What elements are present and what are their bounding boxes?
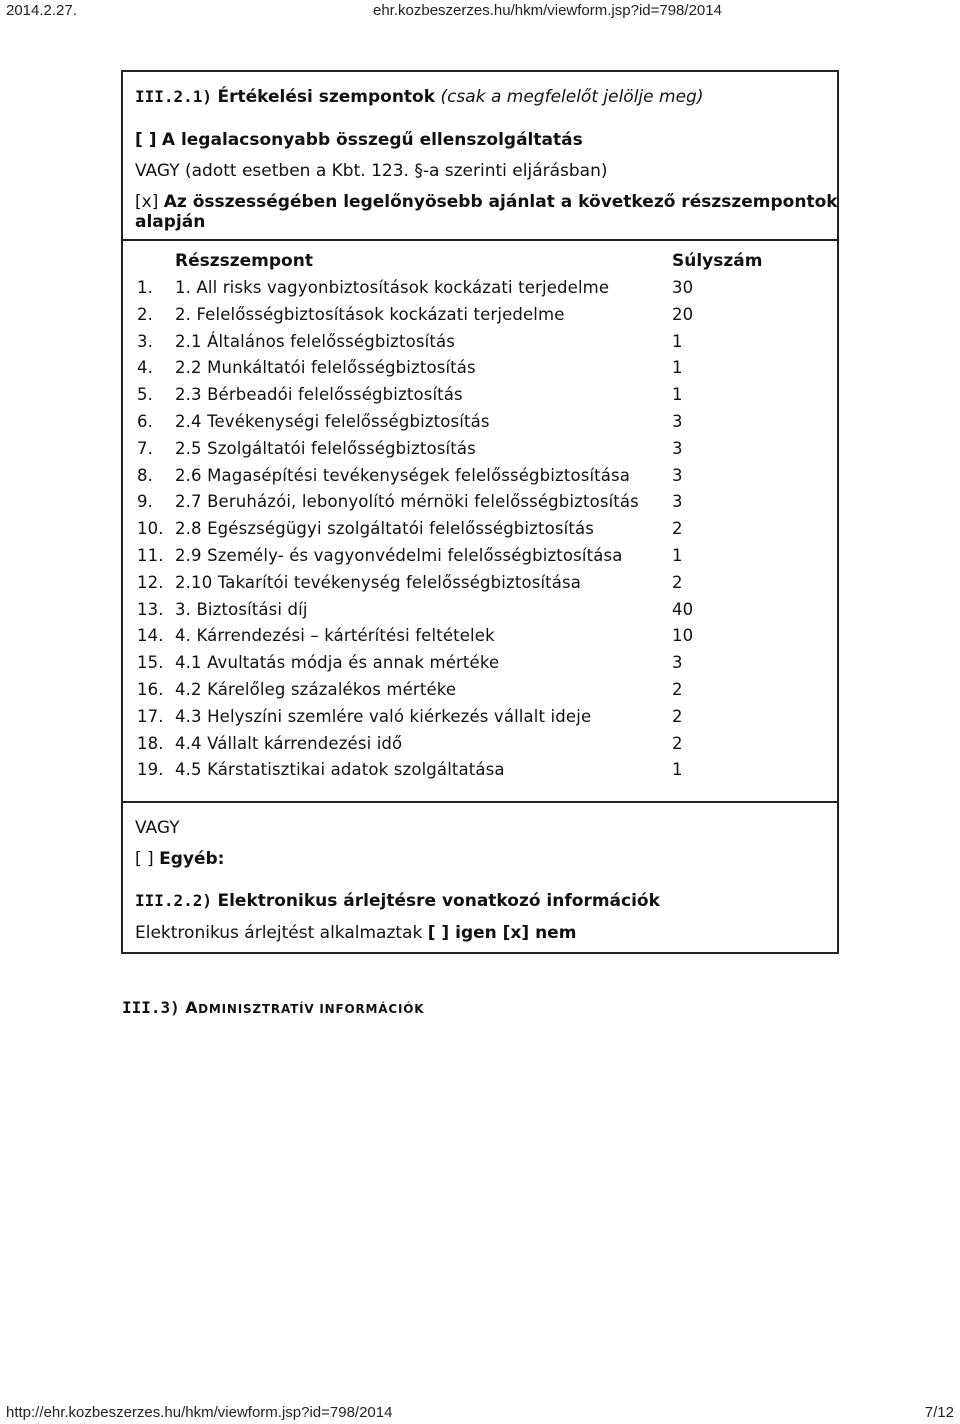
criteria-row-text: 4.2 Kárelőleg százalékos mértéke bbox=[175, 680, 457, 699]
criteria-row-weight: 2 bbox=[672, 519, 683, 538]
criteria-row-weight: 3 bbox=[672, 492, 683, 511]
criteria-row-weight: 3 bbox=[672, 439, 683, 458]
criteria-row-text: 2.5 Szolgáltatói felelősségbiztosítás bbox=[175, 439, 476, 458]
section-3-2-2-heading bbox=[135, 891, 660, 911]
print-date: 2014.2.27. bbox=[6, 2, 77, 19]
section-title-cap: A bbox=[185, 998, 199, 1017]
section-number: III.3) bbox=[122, 998, 180, 1017]
section-number: III.2.1) bbox=[135, 87, 213, 106]
criteria-row-text: 3. Biztosítási díj bbox=[175, 600, 308, 619]
criteria-row-weight: 2 bbox=[672, 573, 683, 592]
option-best-value bbox=[135, 192, 838, 212]
print-url-header: ehr.kozbeszerzes.hu/hkm/viewform.jsp?id=798/2014 bbox=[373, 2, 722, 19]
criteria-row-text: 2.2 Munkáltatói felelősségbiztosítás bbox=[175, 358, 476, 377]
criteria-table bbox=[121, 240, 839, 802]
other-option bbox=[135, 849, 224, 869]
criteria-row-number: 9. bbox=[137, 492, 154, 511]
option-lowest-price bbox=[135, 130, 583, 150]
criteria-row-text: 4. Kárrendezési – kártérítési feltételek bbox=[175, 626, 495, 645]
section-3-3-heading bbox=[122, 998, 424, 1019]
criteria-row-weight: 3 bbox=[672, 466, 683, 485]
other-option-label: Egyéb: bbox=[159, 849, 225, 869]
criteria-row-weight: 3 bbox=[672, 653, 683, 672]
criteria-row-number: 14. bbox=[137, 626, 164, 645]
criteria-row-weight: 3 bbox=[672, 412, 683, 431]
criteria-row-weight: 30 bbox=[672, 278, 694, 297]
section-title: Elektronikus árlejtésre vonatkozó információk bbox=[217, 891, 660, 911]
section-title: Értékelési szempontok bbox=[217, 87, 436, 107]
criteria-row-number: 6. bbox=[137, 412, 154, 431]
criteria-row-number: 8. bbox=[137, 466, 154, 485]
criteria-header-name: Részszempont bbox=[175, 251, 313, 271]
criteria-row-text: 4.3 Helyszíni szemlére való kiérkezés vállalt ideje bbox=[175, 707, 592, 726]
other-and-auction-box bbox=[121, 802, 839, 954]
vagy-note: VAGY (adott esetben a Kbt. 123. §-a szerinti eljárásban) bbox=[135, 161, 608, 181]
criteria-row-text: 4.5 Kárstatisztikai adatok szolgáltatása bbox=[175, 760, 505, 779]
criteria-row-number: 3. bbox=[137, 332, 154, 351]
auction-line-text: Elektronikus árlejtést alkalmaztak bbox=[135, 923, 423, 943]
criteria-row-number: 2. bbox=[137, 305, 154, 324]
criteria-row-number: 18. bbox=[137, 734, 164, 753]
vagy-label: VAGY bbox=[135, 818, 180, 838]
criteria-row-number: 1. bbox=[137, 278, 154, 297]
criteria-row-number: 5. bbox=[137, 385, 154, 404]
criteria-row-number: 10. bbox=[137, 519, 164, 538]
option-lowest-price-label: A legalacsonyabb összegű ellenszolgáltatás bbox=[161, 130, 583, 150]
auction-line bbox=[135, 923, 576, 943]
criteria-row-text: 2.1 Általános felelősségbiztosítás bbox=[175, 332, 455, 351]
criteria-row-weight: 2 bbox=[672, 680, 683, 699]
criteria-row-weight: 1 bbox=[672, 332, 683, 351]
section-number: III.2.2) bbox=[135, 891, 213, 910]
print-header bbox=[6, 2, 954, 22]
print-url-footer: http://ehr.kozbeszerzes.hu/hkm/viewform.jsp?id=798/2014 bbox=[6, 1404, 393, 1421]
criteria-row-text: 4.1 Avultatás módja és annak mértéke bbox=[175, 653, 500, 672]
criteria-row-weight: 20 bbox=[672, 305, 694, 324]
criteria-row-weight: 10 bbox=[672, 626, 694, 645]
evaluation-criteria-box bbox=[121, 70, 839, 240]
criteria-row-number: 12. bbox=[137, 573, 164, 592]
criteria-row-text: 2.7 Beruházói, lebonyolító mérnöki felelősségbiztosítás bbox=[175, 492, 639, 511]
criteria-row-weight: 40 bbox=[672, 600, 694, 619]
checkbox-empty: [ ] bbox=[135, 130, 157, 150]
criteria-row-weight: 2 bbox=[672, 734, 683, 753]
criteria-row-text: 2.6 Magasépítési tevékenységek felelősségbiztosítása bbox=[175, 466, 631, 485]
criteria-row-weight: 1 bbox=[672, 760, 683, 779]
criteria-row-number: 17. bbox=[137, 707, 164, 726]
criteria-row-number: 16. bbox=[137, 680, 164, 699]
criteria-row-weight: 1 bbox=[672, 385, 683, 404]
criteria-row-number: 13. bbox=[137, 600, 164, 619]
option-best-value-label-cont: alapján bbox=[135, 212, 206, 232]
criteria-row-text: 2. Felelősségbiztosítások kockázati terjedelme bbox=[175, 305, 565, 324]
criteria-row-text: 2.3 Bérbeadói felelősségbiztosítás bbox=[175, 385, 463, 404]
criteria-row-number: 15. bbox=[137, 653, 164, 672]
section-title-rest: DMINISZTRATÍV INFORMÁCIÓK bbox=[198, 1002, 425, 1016]
page-number: 7/12 bbox=[924, 1404, 954, 1421]
section-title-note: (csak a megfelelőt jelölje meg) bbox=[440, 87, 704, 107]
criteria-row-weight: 1 bbox=[672, 546, 683, 565]
criteria-row-number: 7. bbox=[137, 439, 154, 458]
auction-choices: [ ] igen [x] nem bbox=[427, 923, 577, 943]
criteria-row-text: 2.8 Egészségügyi szolgáltatói felelősségbiztosítás bbox=[175, 519, 594, 538]
criteria-row-number: 4. bbox=[137, 358, 154, 377]
print-footer bbox=[6, 1404, 954, 1424]
criteria-row-text: 2.9 Személy- és vagyonvédelmi felelősségbiztosítása bbox=[175, 546, 623, 565]
option-best-value-label: Az összességében legelőnyösebb ajánlat a következő részszempontok bbox=[163, 192, 838, 212]
criteria-row-text: 2.4 Tevékenységi felelősségbiztosítás bbox=[175, 412, 490, 431]
criteria-row-number: 19. bbox=[137, 760, 164, 779]
criteria-row-weight: 1 bbox=[672, 358, 683, 377]
criteria-row-text: 1. All risks vagyonbiztosítások kockázati terjedelme bbox=[175, 278, 610, 297]
criteria-header-weight: Súlyszám bbox=[672, 251, 763, 271]
section-3-2-1-heading bbox=[135, 87, 703, 107]
criteria-row-text: 2.10 Takarítói tevékenység felelősségbiztosítása bbox=[175, 573, 582, 592]
criteria-row-weight: 2 bbox=[672, 707, 683, 726]
checkbox-checked: [x] bbox=[135, 192, 159, 212]
criteria-row-number: 11. bbox=[137, 546, 164, 565]
criteria-row-text: 4.4 Vállalt kárrendezési idő bbox=[175, 734, 403, 753]
checkbox-empty: [ ] bbox=[135, 849, 154, 869]
